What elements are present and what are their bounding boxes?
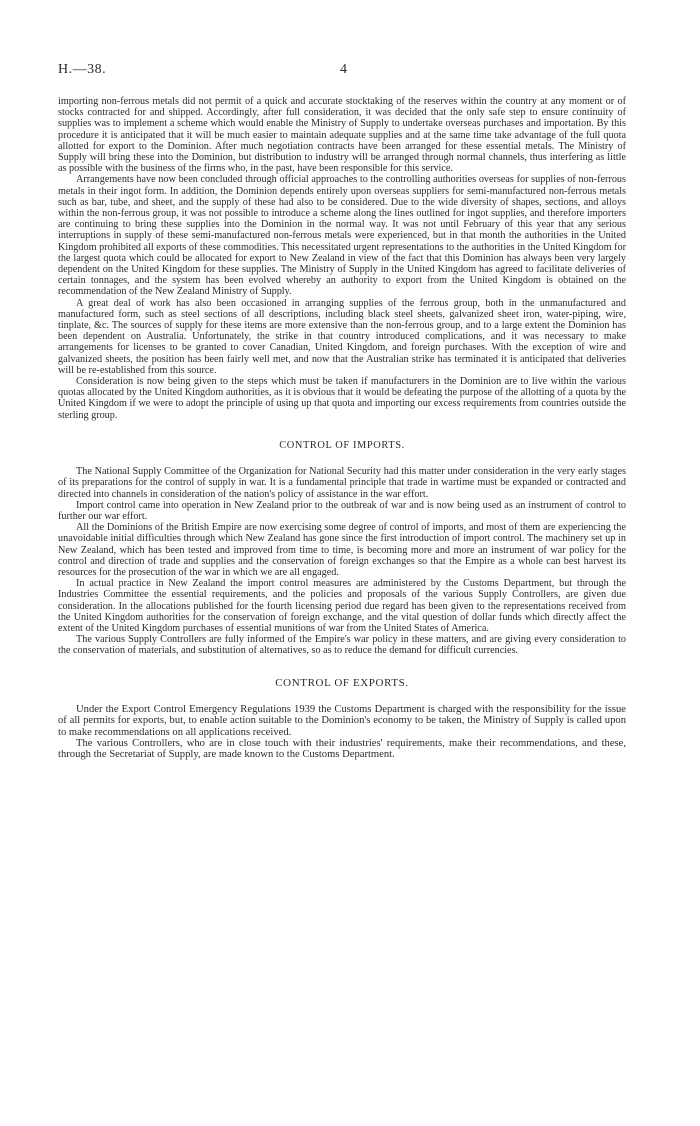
paragraph: Consideration is now being given to the steps which must be taken if manufacturers in the Dominion are to live within the various quotas allocated by the United Kingdom authorities, as it is obvious that it would be defeating the purpose of the allotting of a quota by the United Kingdom if we were to adopt the principle of using up that quota and importing our excess requirements from countries outside the sterling group. <box>58 376 626 421</box>
paragraph: In actual practice in New Zealand the import control measures are administered by the Customs Department, but through the Industries Committee the essential requirements, and the policies and proposals of the various Supply Controllers, are given due consideration. In the allocations published for the fourth licensing period due regard has been given to the representations received from the United Kingdom authorities for the conservation of foreign exchange, and the vital question of dollar funds which directly affect the extent of the United Kingdom purchases of essential munitions of war from the United States of America. <box>58 578 626 634</box>
paragraph: Arrangements have now been concluded through official approaches to the controlling authorities overseas for supplies of non-ferrous metals in their ingot form. In addition, the Dominion depends entirely upon overseas suppliers for semi-manufactured non-ferrous metals such as bar, tube, and sheet, and the supply of these had also to be considered. Due to the wide diversity of shapes, sections, and alloys within the non-ferrous group, it was not possible to introduce a scheme along the lines outlined for ingot supplies, and therefore importers are continuing to bring these supplies into the Dominion in the normal way. It was not until February of this year that any serious interruptions in supply of these semi-manufactured non-ferrous metals were experienced, but in that month the authorities in the United Kingdom prohibited all exports of these commodities. This necessitated urgent representations to the authorities in the United Kingdom for the largest quota which could be allocated for export to New Zealand in view of the fact that this Dominion has always been very largely dependent on the United Kingdom for these supplies. The Ministry of Supply in the United Kingdom has agreed to facilitate deliveries of certain tonnages, and the system has been evolved whereby an authority to export from the United Kingdom is obtained on the recommendation of the New Zealand Ministry of Supply. <box>58 174 626 298</box>
paragraph: The National Supply Committee of the Organization for National Security had this matter under consideration in the very early stages of its preparations for the control of supply in war. It is a fundamental principle that trade in wartime must be expanded or contracted and directed into channels in consideration of the nation's policy of assistance in the war effort. <box>58 466 626 500</box>
section-control-of-exports <box>58 678 626 761</box>
document-reference: H.—38. <box>58 62 107 77</box>
page-number: 4 <box>340 62 347 77</box>
section-control-of-imports <box>58 440 626 657</box>
paragraph: The various Controllers, who are in close touch with their industries' requirements, make their recommendations, and these, through the Secretariat of Supply, are made known to the Customs Department. <box>58 737 626 761</box>
paragraph: A great deal of work has also been occasioned in arranging supplies of the ferrous group, both in the unmanufactured and manufactured form, such as steel sections of all descriptions, including black steel sheets, galvanized sheet iron, water-piping, wire, tinplate, &c. The sources of supply for these items are more extensive than the non-ferrous group, and to a large extent the Dominion has been dependent on Australia. Unfortunately, the strike in that country introduced complications, and it was necessary to make arrangements for licenses to be granted to cover Canadian, United Kingdom, and foreign purchases. With the exception of wire and galvanized sheets, the position has been fairly well met, and now that the Australian strike has terminated it is anticipated that deliveries will be re-established from this source. <box>58 297 626 376</box>
section-ministry-supply <box>58 96 626 421</box>
paragraph: The various Supply Controllers are fully informed of the Empire's war policy in these matters, and are giving every consideration to the conservation of materials, and substitution of alternatives, so as to reduce the demand for difficult currencies. <box>58 634 626 657</box>
paragraph: Import control came into operation in New Zealand prior to the outbreak of war and is now being used as an instrument of control to further our war effort. <box>58 499 626 522</box>
paragraph: Under the Export Control Emergency Regulations 1939 the Customs Department is charged with the responsibility for the issue of all permits for exports, but, to enable action suitable to the Dominion's economy to be taken, the Ministry of Supply is called upon to make recommendations on all applications received. <box>58 703 626 738</box>
paragraph: All the Dominions of the British Empire are now exercising some degree of control of imports, and most of them are experiencing the unavoidable initial difficulties through which New Zealand has gone since the first introduction of import control. The machinery set up in New Zealand, which has been tested and improved from time to time, is becoming more and more an instrument of war policy for the control and direction of trade and supplies and the conservation of foreign exchanges so that the Empire as a whole can best harvest its resources for the prosecution of the war in which we are all engaged. <box>58 522 626 578</box>
page-header <box>58 62 642 82</box>
section-heading-imports: CONTROL OF IMPORTS. <box>279 439 405 451</box>
paragraph: importing non-ferrous metals did not permit of a quick and accurate stocktaking of the reserves within the country at any moment or of stocks contracted for and shipped. Accordingly, after full consideration, it was decided that the only safe step to ensure continuity of supplies was to implement a scheme which would enable the Ministry of Supply to undertake overseas purchases and importation. By this procedure it is anticipated that it will be much easier to maintain adequate supplies and at the same time take advantage of the full quota allotted for export to the Dominion. After much negotiation contracts have been arranged for these essential metals. The Ministry of Supply will bring these into the Dominion, but distribution to industry will be arranged through normal channels, thus interfering as little as possible with the business of the firms who, in the past, have been responsible for this service. <box>58 96 626 175</box>
document-body <box>58 96 626 761</box>
section-heading-exports: CONTROL OF EXPORTS. <box>275 676 409 689</box>
